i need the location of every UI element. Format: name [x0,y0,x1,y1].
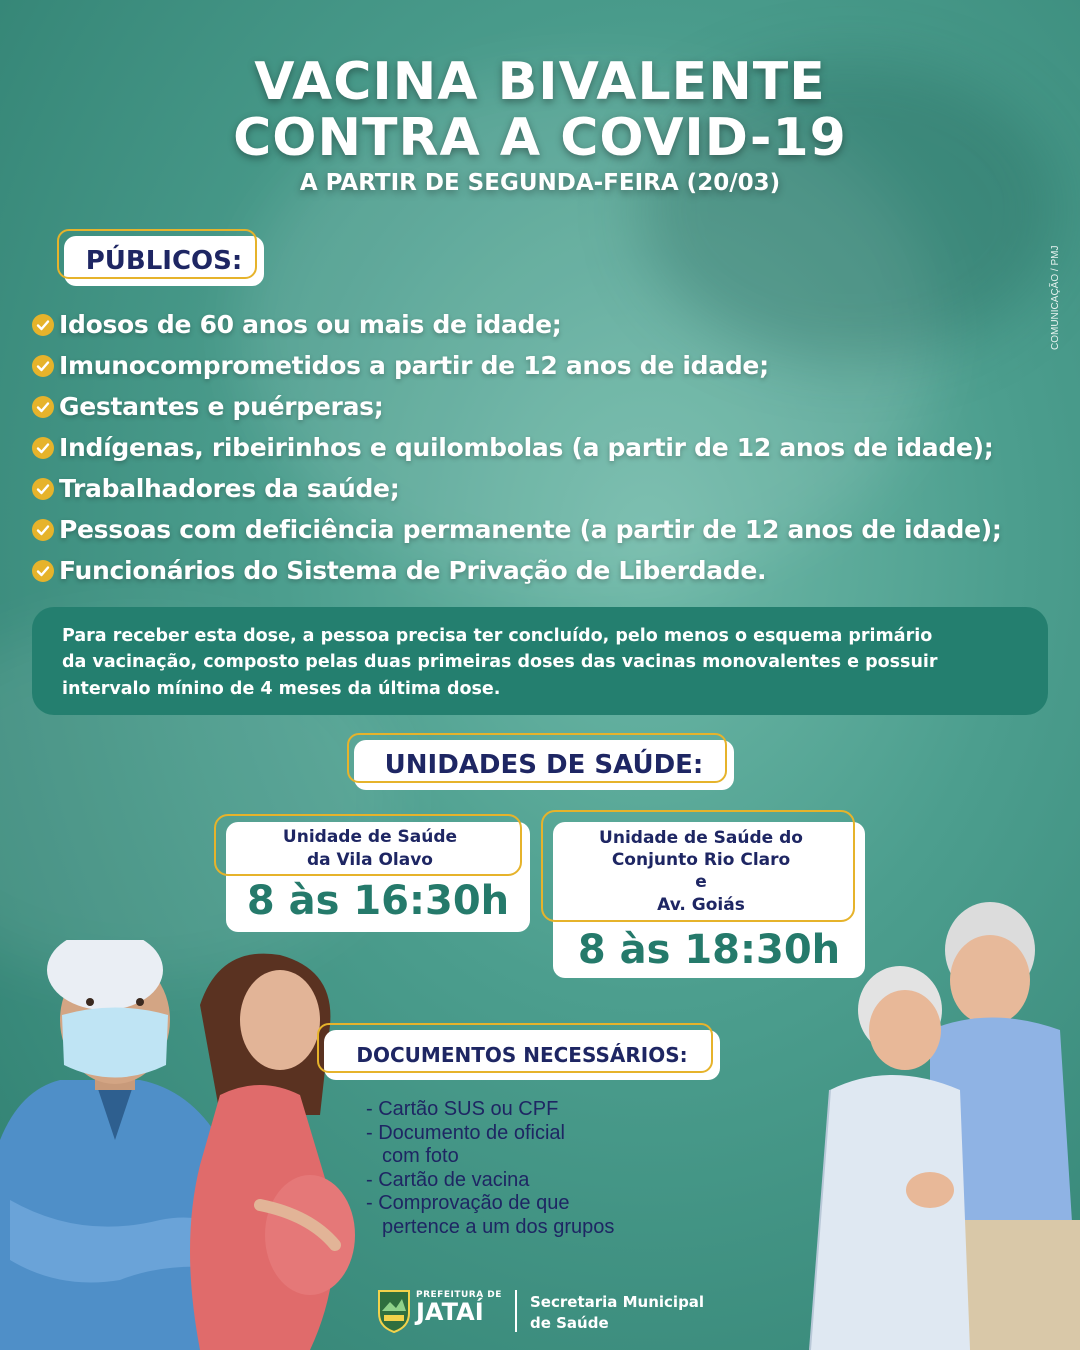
publicos-label [64,236,264,286]
photo-credit: COMUNICAÇÃO / PMJ [1050,245,1061,350]
unit-name-line: Unidade de Saúde [282,827,458,847]
brand-big-text: JATAÍ [416,1298,484,1326]
publicos-label-text: PÚBLICOS: [85,246,243,276]
list-item [32,427,1002,468]
unit-name-line: Av. Goiás [657,895,745,915]
note-line: da vacinação, composto pelas duas primeiras doses das vacinas monovalentes e possuir [62,652,938,673]
documentos-list [366,1098,614,1239]
list-item: - Cartão SUS ou CPF [366,1098,559,1120]
list-item [32,468,1002,509]
title-line-1: VACINA BIVALENTE [254,52,826,112]
list-item [32,386,1002,427]
secretaria-line: Secretaria Municipal [530,1293,705,1311]
list-item: - Documento de oficial [366,1121,565,1144]
publicos-list [32,304,1002,591]
list-item-text: Idosos de 60 anos ou mais de idade; [59,310,562,339]
list-item [366,1145,614,1169]
elderly-couple-illustration [790,890,1080,1350]
list-item-continuation: com foto [382,1145,459,1167]
list-item-text: Indígenas, ribeirinhos e quilombolas (a partir de 12 anos de idade); [59,433,994,462]
list-item-text: Trabalhadores da saúde; [59,474,400,503]
list-item [32,509,1002,550]
secretaria-line: de Saúde [530,1314,609,1332]
list-item: - Cartão de vacina [366,1168,530,1191]
eligibility-note [32,607,1048,715]
check-circle-icon [32,314,54,336]
unit-card-vila-olavo [226,822,530,932]
unit-name-line: Unidade de Saúde do [599,828,803,848]
list-item-text: Pessoas com deficiência permanente (a partir de 12 anos de idade); [59,515,1002,544]
check-circle-icon [32,355,54,377]
list-item [366,1216,614,1240]
list-item [32,550,1002,591]
unidades-label [354,740,734,790]
documentos-label [324,1030,720,1080]
check-circle-icon [32,478,54,500]
footer-divider [515,1290,517,1332]
unit-name-line: e [695,872,707,892]
note-line: intervalo mínino de 4 meses da última dose. [62,678,501,699]
unidades-label-text: UNIDADES DE SAÚDE: [384,750,704,780]
list-item-continuation: pertence a um dos grupos [382,1215,615,1238]
documentos-label-text: DOCUMENTOS NECESSÁRIOS: [356,1043,688,1067]
unit-name-line: Conjunto Rio Claro [611,850,791,870]
list-item-text: Funcionários do Sistema de Privação de Liberdade. [59,556,767,585]
list-item-text: Imunocomprometidos a partir de 12 anos de idade; [59,351,769,380]
check-circle-icon [32,396,54,418]
unit-hours: 8 às 16:30h [246,878,510,924]
footer-brand [416,1290,502,1324]
check-circle-icon [32,437,54,459]
brand-small-text: PREFEITURA DE [416,1290,502,1300]
check-circle-icon [32,519,54,541]
title-line-2: CONTRA A COVID-19 [233,108,847,168]
unit-name-line: da Vila Olavo [307,850,433,870]
jatai-crest-logo [376,1287,412,1333]
list-item [32,304,1002,345]
list-item [32,345,1002,386]
unit-hours: 8 às 18:30h [577,927,841,973]
subtitle: A PARTIR DE SEGUNDA-FEIRA (20/03) [299,170,781,196]
note-line: Para receber esta dose, a pessoa precisa ter concluído, pelo menos o esquema primário [62,626,933,646]
list-item-text: Gestantes e puérperas; [59,392,384,421]
footer-secretaria [530,1292,704,1334]
pregnant-woman-illustration [160,945,360,1350]
check-circle-icon [32,560,54,582]
list-item: - Comprovação de que [366,1192,570,1214]
